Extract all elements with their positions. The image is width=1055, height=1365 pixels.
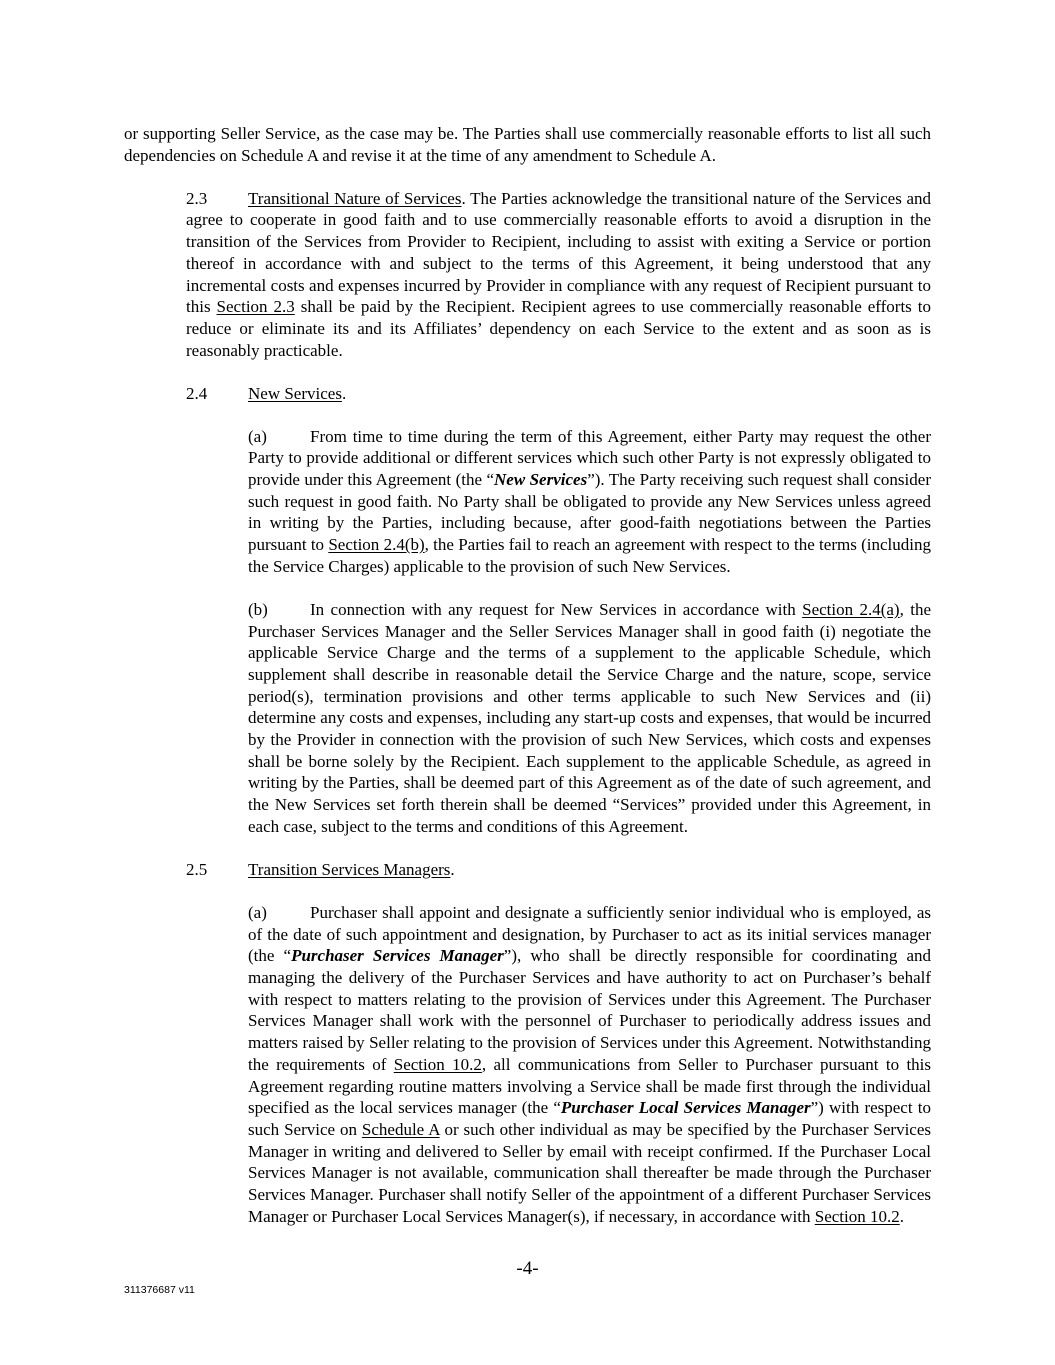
section-number: 2.3 (186, 188, 208, 208)
paragraph-continuation (124, 123, 931, 166)
cross-reference-link[interactable]: Section 2.4(b) (328, 535, 425, 555)
defined-term: Purchaser Local Services Manager (560, 1098, 811, 1118)
document-id: 311376687 v11 (124, 1284, 195, 1296)
section-text: From time to time during the term of this Agreement, either Party may request the other Party to provide additional or different services which such other Party is not expressly obligated to provide under this Agreement (the “ (248, 426, 931, 490)
section-text: , the Parties fail to reach an agreement with respect to the terms (including the Service Charges) applicable to the provision of such New Services. (248, 535, 931, 576)
defined-term: New Services (494, 470, 588, 490)
section-text: ”), who shall be directly responsible for coordinating and managing the delivery of the Purchaser Services and have authority to act on Purchaser’s behalf with respect to matters relating to the provision of Services under this Agreement. The Purchaser Services Manager shall work with the personnel of Purchaser to periodically address issues and matters raised by Seller relating to the provision of Services under this Agreement. Notwithstanding the requirements of (248, 946, 931, 1074)
subsection-number: (b) (248, 599, 268, 619)
subsection-number: (a) (248, 902, 267, 922)
section-text: . (341, 383, 347, 403)
section-heading: Transition Services Managers (248, 859, 451, 879)
section-text: . (899, 1206, 904, 1226)
defined-term: Purchaser Services Manager (291, 946, 504, 966)
cross-reference-link[interactable]: Section 10.2 (814, 1206, 900, 1226)
section-2-5 (124, 859, 931, 881)
section-text: ”) with respect to such Service on (248, 1098, 931, 1139)
section-2-4 (124, 383, 931, 405)
section-heading: Transitional Nature of Services (248, 188, 462, 208)
cross-reference-link[interactable]: Section 2.4(a) (802, 599, 900, 619)
paragraph-text: or supporting Seller Service, as the case may be. The Parties shall use commercially reasonable efforts to list all such dependencies on Schedule A and revise it at the time of any amendment to Schedule A. (124, 124, 931, 165)
section-text: , all communications from Seller to Purchaser pursuant to this Agreement regarding routine matters involving a Service shall be made first through the individual specified as the local services manager (the “ (248, 1054, 931, 1118)
cross-reference-link[interactable]: Section 10.2 (393, 1054, 482, 1074)
section-number: 2.5 (186, 859, 208, 879)
section-text: , the Purchaser Services Manager and the Seller Services Manager shall in good faith (i) negotiate the applicable Service Charge and the terms of a supplement to the applicable Schedule, which supplement shall describe in reasonable detail the Service Charge and the nature, scope, service period(s), termination provisions and other terms applicable to such New Services and (ii) determine any costs and expenses, including any start-up costs and expenses, that would be incurred by the Provider in connection with the provision of such New Services, which costs and expenses shall be borne solely by the Recipient. Each supplement to the applicable Schedule, as agreed in writing by the Parties, shall be deemed part of this Agreement as of the date of such agreement, and the New Services set forth therein shall be deemed “Services” provided under this Agreement, in each case, subject to the terms and conditions of this Agreement. (248, 599, 931, 836)
page-number: -4- (516, 1258, 539, 1279)
cross-reference-link[interactable]: Schedule A (361, 1119, 440, 1139)
document-page (124, 123, 931, 1249)
section-number: 2.4 (186, 383, 208, 403)
section-text: . (450, 859, 455, 879)
section-2-3 (124, 188, 931, 362)
cross-reference-link[interactable]: Section 2.3 (216, 297, 295, 317)
section-text: Purchaser shall appoint and designate a sufficiently senior individual who is employed, as of the date of such appointment and designation, by Purchaser to act as its initial services manager (the “ (248, 902, 931, 966)
section-text: or such other individual as may be specified by the Purchaser Services Manager in writing and delivered to Seller by email with receipt confirmed. If the Purchaser Local Services Manager is not available, communication shall thereafter be made through the Purchaser Services Manager. Purchaser shall notify Seller of the appointment of a different Purchaser Services Manager or Purchaser Local Services Manager(s), if necessary, in accordance with (248, 1119, 931, 1226)
subsection-number: (a) (248, 426, 267, 446)
section-2-5-a (124, 902, 931, 1228)
section-text: . The Parties acknowledge the transitional nature of the Services and agree to cooperate in good faith and to use commercially reasonable efforts to avoid a disruption in the transition of the Services from Provider to Recipient, including to assist with exiting a Service or portion thereof in accordance with and subject to the terms of this Agreement, it being understood that any incremental costs and expenses incurred by Provider in compliance with any request of Recipient pursuant to this (186, 188, 931, 317)
section-text: shall be paid by the Recipient. Recipient agrees to use commercially reasonable efforts to reduce or eliminate its and its Affiliates’ dependency on each Service to the extent and as soon as is reasonably practicable. (186, 297, 931, 360)
section-2-4-b (124, 599, 931, 838)
section-2-4-a (124, 426, 931, 578)
section-text: ”). The Party receiving such request shall consider such request in good faith. No Party shall be obligated to provide any New Services unless agreed in writing by the Parties, including because, after good-faith negotiations between the Parties pursuant to (248, 470, 931, 555)
section-text: In connection with any request for New Services in accordance with (310, 599, 803, 619)
section-heading: New Services (248, 383, 342, 403)
